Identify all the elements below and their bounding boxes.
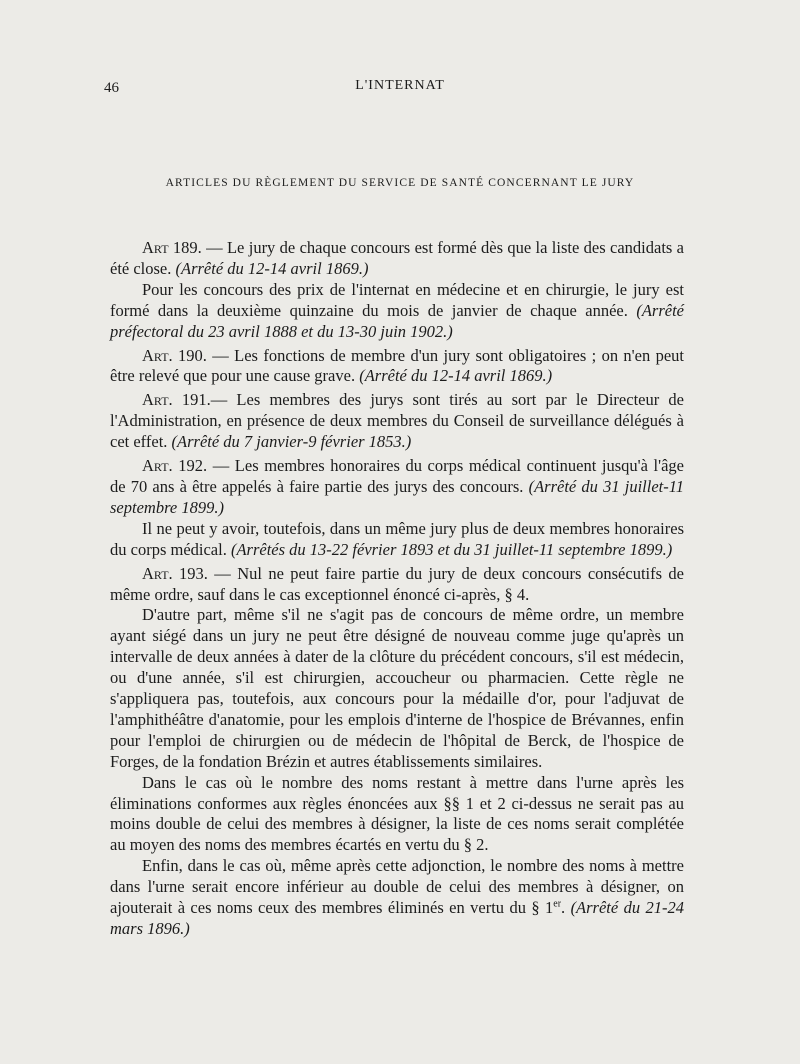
article-190 [110,346,684,388]
citation: (Arrêté préfectoral du 23 avril 1888 et du 13-30 juin 1902.) [110,300,684,341]
paragraph-text: D'autre part, même s'il ne s'agit pas de concours de même ordre, un membre ayant siégé dans un jury ne peut être désigné de nouveau comme juge qu'après un intervalle de deux années à dater de la clôture du précédent concours, s'il est médecin, ou d'une année, s'il est chirurgien, accoucheur ou pharmacien. Cette règle ne s'appliquera pas, toutefois, aux concours pour la médaille d'or, pour l'adjuvat de l'amphithéâtre d'anatomie, pour les emplois d'interne de l'hospice de Brévannes, enfin pour l'emploi de chirurgien ou de médecin de l'hôpital de Berck, de l'hospice de Forges, de la fondation Brézin et autres établissements similaires. [110,605,684,771]
article-label: Art [142,238,169,257]
page-number: 46 [104,80,119,96]
paragraph-text: Dans le cas où le nombre des noms restant à mettre dans l'urne après les éliminations conformes aux règles énoncées aux §§ 1 et 2 ci-dessus ne serait pas au moins double de celui des membres à désigner, la liste de ces noms serait complétée au moyen des noms des membres écartés en vertu du § 2. [110,772,684,855]
paragraph-text: — Les membres des jurys sont tirés au sort par le Directeur de l'Administration, en présence de deux membres du Conseil de surveillance délégués à cet effet. [110,390,684,452]
article-191 [110,390,684,453]
citation: (Arrêté du 31 juillet-11 septembre 1899.) [110,476,684,517]
article-189 [110,238,684,280]
citation: (Arrêté du 12-14 avril 1869.) [359,366,553,386]
superscript: er [553,898,562,910]
paragraph-text: — Les membres honoraires du corps médical continuent jusqu'à l'âge de 70 ans à être appelés à faire partie des jurys des concours. [110,456,684,496]
paragraph [110,280,684,343]
paragraph-text: — Les fonctions de membre d'un jury sont obligatoires ; on n'en peut être relevé que pour une cause grave. [110,345,684,386]
paragraph [110,856,684,940]
article-number: 193. [179,563,208,583]
paragraph [110,519,684,561]
article-number: 191. [181,390,211,410]
citation: (Arrêté du 7 janvier-9 février 1853.) [171,432,412,452]
citation: (Arrêtés du 13-22 février 1893 et du 31 juillet-11 septembre 1899.) [230,539,673,559]
body-text [110,238,684,940]
paragraph [110,773,684,857]
paragraph-text: Enfin, dans le cas où, même après cette adjonction, le nombre des noms à mettre dans l'urne serait encore inférieur au double de celui des membres à désigner, on ajouterait à ces noms ceux des membres éliminés en vertu du § [110,856,684,918]
article-number: 192. [178,456,208,476]
citation: (Arrêté du 12-14 avril 1869.) [175,258,369,278]
article-193 [110,564,684,606]
paragraph-text: . [561,898,571,918]
paragraph [110,605,684,772]
citation: (Arrêté du 21-24 mars 1896.) [110,898,685,938]
paragraph-text: — Le jury de chaque concours est formé dès que la liste des candidats a été close. [110,238,684,278]
article-192 [110,456,684,519]
article-number: 189. [172,238,202,257]
paragraph-text: — Nul ne peut faire partie du jury de deux concours consécutifs de même ordre, sauf dans le cas exceptionnel énoncé ci-après, § 4. [110,563,684,604]
paragraph-text: Il ne peut y avoir, toutefois, dans un même jury plus de deux membres honoraires du corps médical. [110,518,684,559]
section-title: ARTICLES DU RÈGLEMENT DU SERVICE DE SANTÉ CONCERNANT LE JURY [165,177,635,189]
paragraph-text: Pour les concours des prix de l'internat en médecine et en chirurgie, le jury est formé dans la deuxième quinzaine du mois de janvier de chaque année. [110,279,684,320]
section-number: 1 [545,898,554,918]
article-label: Art. [142,456,173,476]
running-title: L'INTERNAT [355,78,445,93]
article-number: 190. [178,345,207,365]
article-label: Art. [142,563,173,583]
article-label: Art. [142,345,173,365]
article-label: Art. [142,390,173,410]
